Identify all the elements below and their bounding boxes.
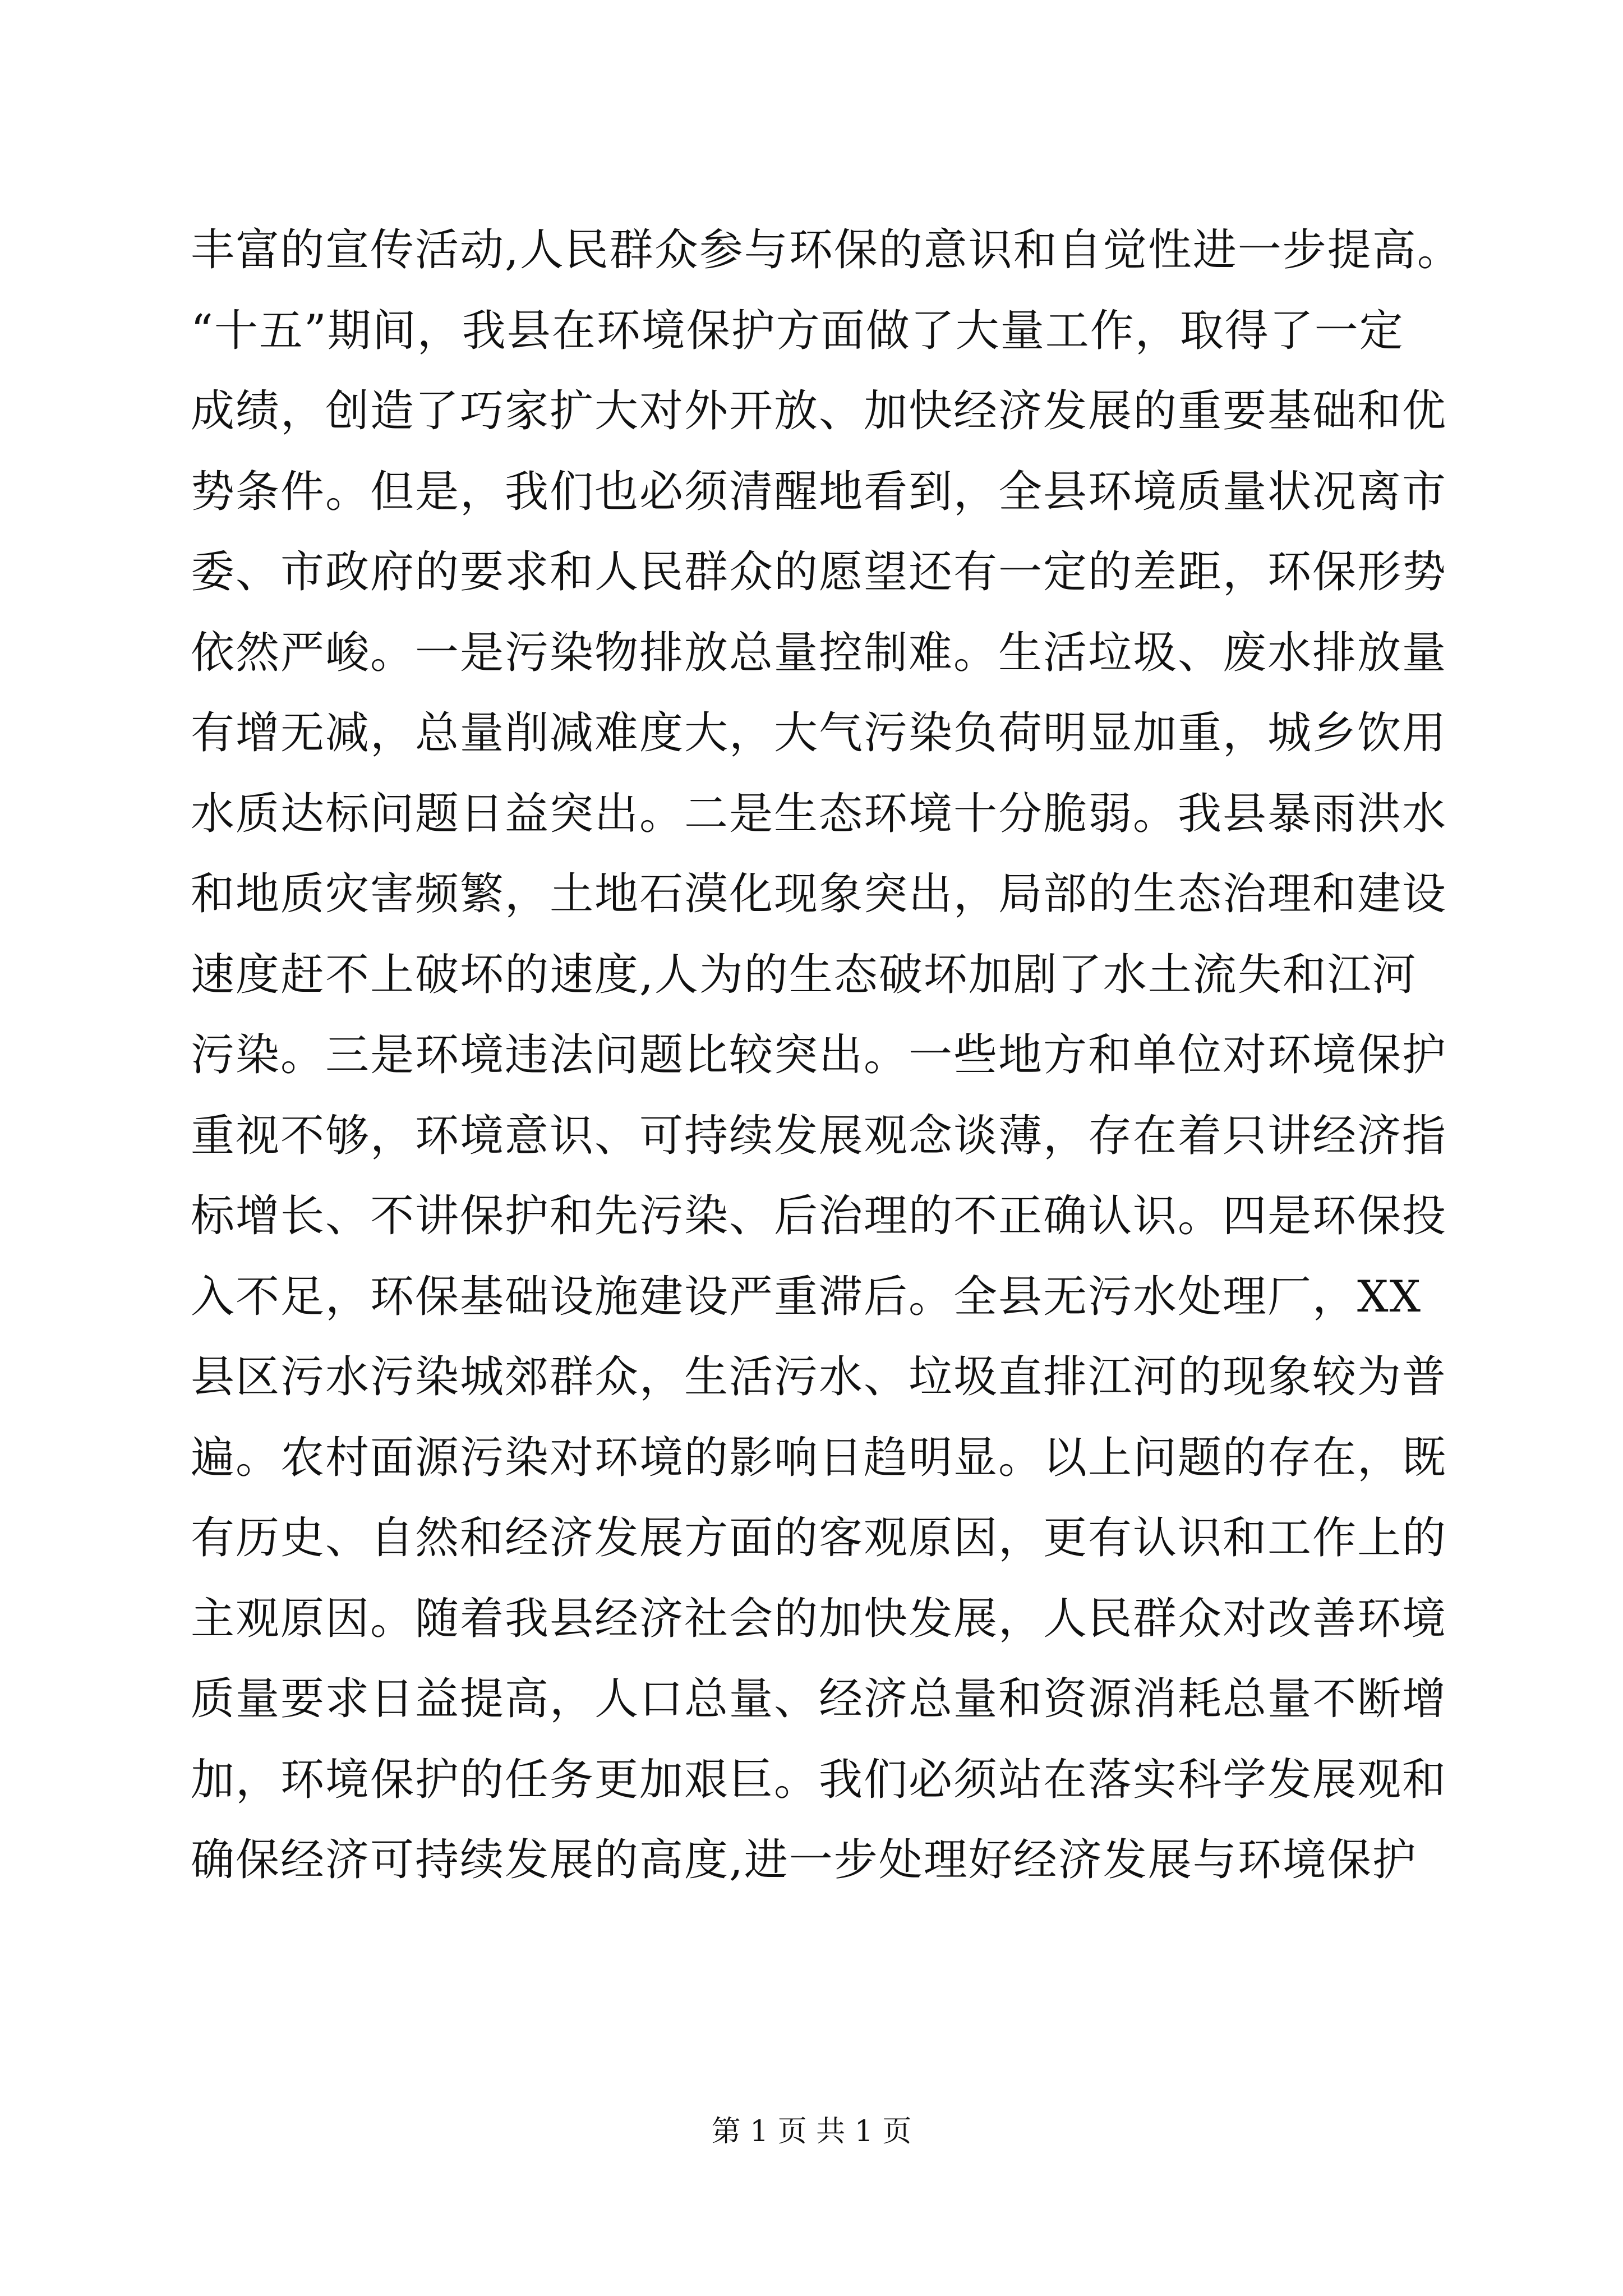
page-number-label: 第 1 页 共 1 页 [711, 2115, 912, 2148]
text-line-21: 确保经济可持续发展的高度,进一步处理好经济发展与环境保护 [191, 1835, 1417, 1885]
text-line-3: 成绩，创造了巧家扩大对外开放、加快经济发展的重要基础和优 [191, 386, 1447, 436]
text-line-19: 质量要求日益提高，人口总量、经济总量和资源消耗总量不断增 [191, 1674, 1447, 1724]
text-line-10: 速度赶不上破坏的速度,人为的生态破坏加剧了水土流失和江河 [191, 949, 1417, 1000]
text-line-13: 标增长、不讲保护和先污染、后治理的不正确认识。四是环保投 [191, 1191, 1447, 1241]
text-line-4: 势条件。但是，我们也必须清醒地看到，全县环境质量状况离市 [191, 466, 1447, 517]
text-line-11: 污染。三是环境违法问题比较突出。一些地方和单位对环境保护 [191, 1030, 1447, 1080]
text-line-18: 主观原因。随着我县经济社会的加快发展，人民群众对改善环境 [191, 1593, 1447, 1644]
text-line-12: 重视不够，环境意识、可持续发展观念谈薄，存在着只讲经济指 [191, 1110, 1447, 1161]
text-line-15: 县区污水污染城郊群众，生活污水、垃圾直排江河的现象较为普 [191, 1352, 1447, 1402]
text-line-5: 委、市政府的要求和人民群众的愿望还有一定的差距，环保形势 [191, 547, 1447, 597]
text-line-17: 有历史、自然和经济发展方面的客观原因，更有认识和工作上的 [191, 1513, 1447, 1563]
text-line-2: “十五”期间，我县在环境保护方面做了大量工作，取得了一定 [191, 305, 1404, 356]
text-line-8: 水质达标问题日益突出。二是生态环境十分脆弱。我县暴雨洪水 [191, 788, 1447, 839]
text-line-16: 遍。农村面源污染对环境的影响日趋明显。以上问题的存在，既 [191, 1432, 1447, 1483]
text-line-20: 加，环境保护的任务更加艰巨。我们必须站在落实科学发展观和 [191, 1754, 1447, 1805]
page-footer [0, 2112, 1623, 2151]
text-line-14: 入不足，环保基础设施建设严重滞后。全县无污水处理厂，XX [191, 1271, 1422, 1322]
text-line-7: 有增无减，总量削减难度大，大气污染负荷明显加重，城乡饮用 [191, 708, 1447, 758]
text-line-1: 丰富的宣传活动,人民群众参与环保的意识和自觉性进一步提高。 [191, 225, 1462, 275]
text-line-6: 依然严峻。一是污染物排放总量控制难。生活垃圾、废水排放量 [191, 627, 1447, 678]
text-line-9: 和地质灾害频繁，土地石漠化现象突出，局部的生态治理和建设 [191, 869, 1447, 919]
body-text [191, 210, 1462, 1901]
